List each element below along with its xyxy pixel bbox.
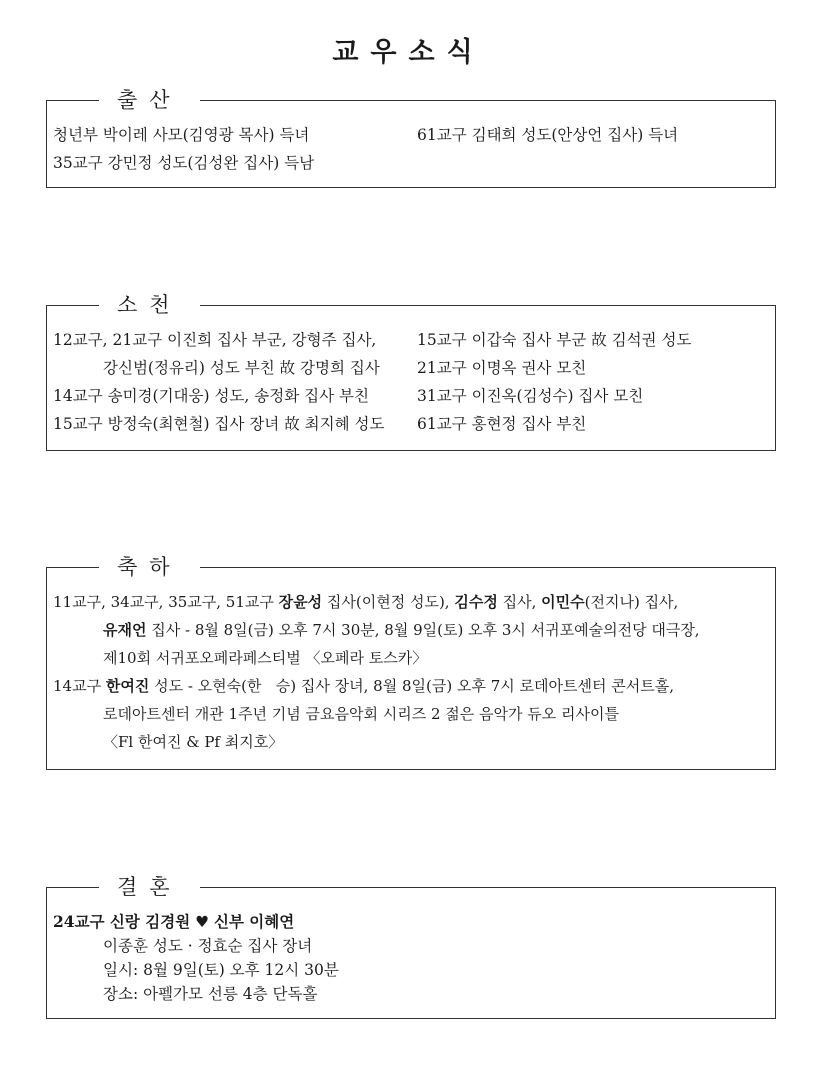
list-item: 61교구 김태희 성도(안상언 집사) 득녀 xyxy=(417,126,679,144)
list-item: 12교구, 21교구 이진희 집사 부군, 강형주 집사, xyxy=(53,331,377,349)
section-title-condolence: 소천 xyxy=(99,287,200,323)
wedding-bride: 신부 이혜연 xyxy=(213,912,295,931)
list-item: 이종훈 성도 · 정효순 집사 장녀 xyxy=(103,937,313,955)
text: 성도 - 오현숙(한 승) 집사 장녀, 8월 8일(금) 오후 7시 로데아트센터 콘서트홀, xyxy=(149,677,674,695)
text: 14교구 xyxy=(53,677,106,695)
list-item xyxy=(53,674,771,702)
list-item: 15교구 이갑숙 집사 부군 故 김석권 성도 xyxy=(417,331,692,349)
person-name: 한여진 xyxy=(105,677,150,695)
list-item: 청년부 박이레 사모(김영광 목사) 득녀 xyxy=(53,126,310,144)
list-item: 15교구 방정숙(최현철) 집사 장녀 故 최지혜 성도 xyxy=(53,415,385,433)
list-item: 35교구 강민정 성도(김성완 집사) 득남 xyxy=(53,154,315,172)
section-condolence xyxy=(46,293,776,451)
section-wedding xyxy=(46,875,776,1019)
text: (전지나) 집사, xyxy=(584,593,679,611)
list-item: 로데아트센터 개관 1주년 기념 금요음악회 시리즈 2 젊은 음악가 듀오 리사이틀 xyxy=(103,705,619,723)
wedding-couple: 24교구 신랑 김경원 xyxy=(53,912,191,931)
text: 11교구, 34교구, 35교구, 51교구 xyxy=(53,593,279,611)
section-body xyxy=(53,590,771,758)
section-title-birth: 출산 xyxy=(99,82,200,118)
list-item: 61교구 홍현정 집사 부친 xyxy=(417,415,587,433)
list-item: 장소: 아펠가모 선릉 4층 단독홀 xyxy=(103,985,318,1003)
section-title-wedding: 결혼 xyxy=(99,869,200,905)
list-item xyxy=(53,590,771,618)
section-title-congrats: 축하 xyxy=(99,549,200,585)
list-item: 〈Fl 한여진 & Pf 최지호〉 xyxy=(103,733,284,751)
person-name: 유재언 xyxy=(103,621,147,639)
heart-icon: ♥ xyxy=(195,913,210,931)
person-name: 이민수 xyxy=(541,593,585,611)
page-title: 교우소식 xyxy=(332,37,485,68)
section-body xyxy=(53,910,771,1006)
list-item: 제10회 서귀포오페라페스티벌 〈오페라 토스카〉 xyxy=(103,649,428,667)
section-birth xyxy=(46,88,776,188)
list-item: 강신범(정유리) 성도 부친 故 강명희 집사 xyxy=(103,359,380,377)
person-name: 김수정 xyxy=(454,593,498,611)
list-item: 31교구 이진옥(김성수) 집사 모친 xyxy=(417,387,644,405)
text: 집사(이현정 성도), xyxy=(322,593,455,611)
text: 집사 - 8월 8일(금) 오후 7시 30분, 8월 9일(토) 오후 3시 서귀포예술의전당 대극장, xyxy=(146,621,700,639)
list-item: 21교구 이명옥 권사 모친 xyxy=(417,359,587,377)
person-name: 장윤성 xyxy=(278,593,323,611)
list-item: 일시: 8월 9일(토) 오후 12시 30분 xyxy=(103,961,339,979)
list-item xyxy=(53,618,771,646)
list-item xyxy=(53,910,771,934)
list-item: 14교구 송미경(기대웅) 성도, 송정화 집사 부친 xyxy=(53,387,369,405)
section-congrats xyxy=(46,555,776,770)
text: 집사, xyxy=(497,593,542,611)
